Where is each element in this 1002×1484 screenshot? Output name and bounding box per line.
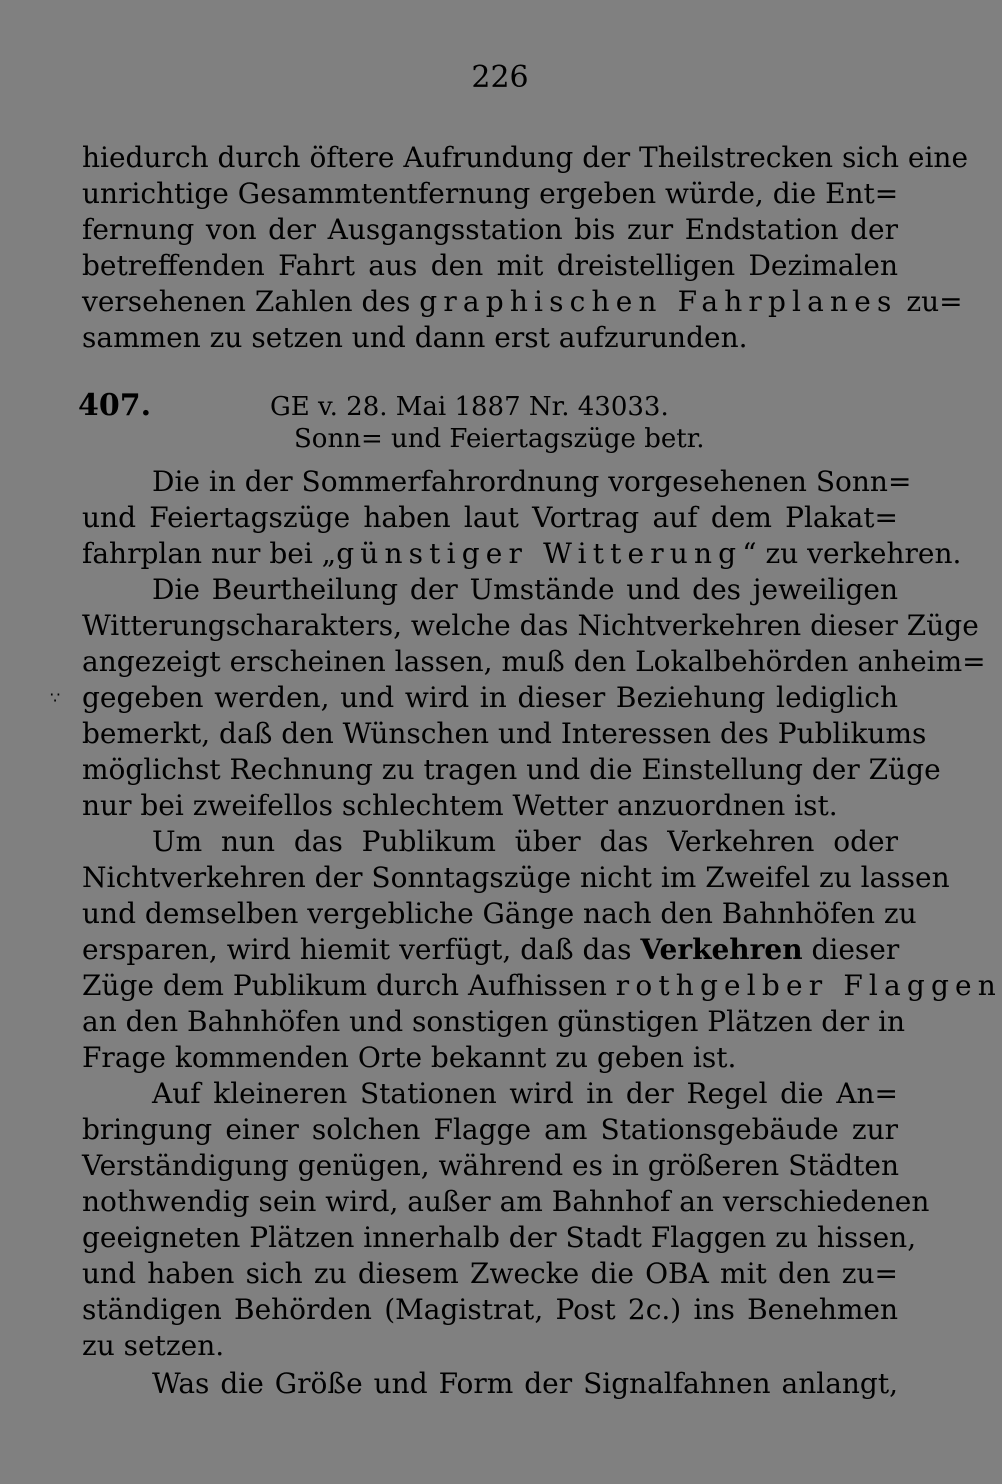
text-line: bringung einer solchen Flagge am Stationsgebäude zur xyxy=(82,1113,898,1146)
text-line: sammen zu setzen und dann erst aufzurunden. xyxy=(82,321,748,354)
text-line: und haben sich zu diesem Zwecke die OBA mit den zu= xyxy=(82,1257,898,1290)
text-line xyxy=(82,284,963,320)
text-line: geeigneten Plätzen innerhalb der Stadt Flaggen zu hissen, xyxy=(82,1221,917,1254)
text-line: Witterungscharakters, welche das Nichtverkehren dieser Züge xyxy=(82,609,979,642)
section-reference: GE v. 28. Mai 1887 Nr. 43033. xyxy=(270,392,669,422)
text-line: Was die Größe und Form der Signalfahnen anlangt, xyxy=(152,1367,898,1400)
text-line xyxy=(82,536,962,572)
text-span: zu= xyxy=(897,285,963,318)
section-number: 407. xyxy=(78,388,152,423)
spaced-emphasis: graphischen Fahrplanes xyxy=(419,285,898,318)
text-line xyxy=(82,932,898,968)
page-number: 226 xyxy=(471,60,529,95)
text-line: Nichtverkehren der Sonntagszüge nicht im Zweifel zu lassen xyxy=(82,861,950,894)
text-line: Die Beurtheilung der Umstände und des jeweiligen xyxy=(152,573,898,606)
text-line: möglichst Rechnung zu tragen und die Einstellung der Züge xyxy=(82,753,941,786)
text-span: ersparen, wird hiemit verfügt, daß das xyxy=(82,933,641,966)
text-line: Die in der Sommerfahrordnung vorgesehenen Sonn= xyxy=(152,465,912,498)
section-subject: Sonn= und Feiertagszüge betr. xyxy=(294,424,705,454)
text-line: Frage kommenden Orte bekannt zu geben ist. xyxy=(82,1041,737,1074)
text-line: an den Bahnhöfen und sonstigen günstigen Plätzen der in xyxy=(82,1005,906,1038)
text-line: gegeben werden, und wird in dieser Beziehung lediglich xyxy=(82,681,898,714)
text-span: versehenen Zahlen des xyxy=(82,285,420,318)
text-line: fernung von der Ausgangsstation bis zur Endstation der xyxy=(82,213,898,246)
text-line: betreffenden Fahrt aus den mit dreistelligen Dezimalen xyxy=(82,249,898,282)
text-line: Auf kleineren Stationen wird in der Regel die An= xyxy=(152,1077,898,1110)
text-line: angezeigt erscheinen lassen, muß den Lokalbehörden anheim= xyxy=(82,645,986,678)
text-line: bemerkt, daß den Wünschen und Interessen des Publikums xyxy=(82,717,927,750)
text-line: ständigen Behörden (Magistrat, Post 2c.) ins Benehmen xyxy=(82,1293,898,1326)
text-line: und Feiertagszüge haben laut Vortrag auf dem Plakat= xyxy=(82,501,898,534)
text-line: Um nun das Publikum über das Verkehren oder xyxy=(152,825,898,858)
bold-emphasis: Verkehren xyxy=(640,933,803,966)
text-span: dieser xyxy=(802,933,900,966)
text-line: zu setzen. xyxy=(82,1329,225,1362)
text-line xyxy=(82,968,1002,1004)
text-span: Züge dem Publikum durch Aufhissen xyxy=(82,969,616,1002)
text-line: hiedurch durch öftere Aufrundung der Theilstrecken sich eine xyxy=(82,141,969,174)
text-line: und demselben vergebliche Gänge nach den Bahnhöfen zu xyxy=(82,897,917,930)
margin-mark: ∵ xyxy=(50,688,61,707)
text-line: nothwendig sein wird, außer am Bahnhof an verschiedenen xyxy=(82,1185,930,1218)
text-line: Verständigung genügen, während es in größeren Städten xyxy=(82,1149,900,1182)
spaced-emphasis: rothgelber Flaggen xyxy=(615,969,1002,1002)
spaced-emphasis: günstiger Witterung xyxy=(336,537,743,570)
text-span: “ zu verkehren. xyxy=(742,537,962,570)
text-line: nur bei zweifellos schlechtem Wetter anzuordnen ist. xyxy=(82,789,838,822)
text-span: fahrplan nur bei „ xyxy=(82,537,337,570)
text-line: unrichtige Gesammtentfernung ergeben würde, die Ent= xyxy=(82,177,899,210)
